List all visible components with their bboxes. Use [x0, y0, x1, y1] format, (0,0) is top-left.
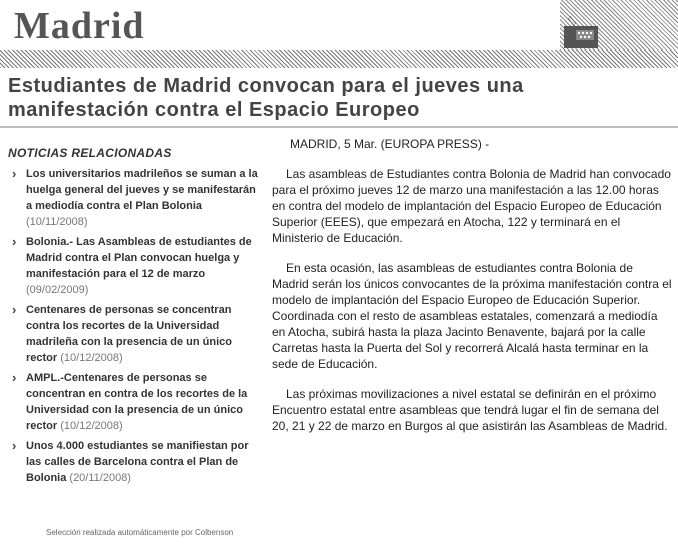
community-of-madrid-flag-icon[interactable]	[560, 12, 616, 54]
article-body	[272, 136, 672, 448]
related-news-item[interactable]	[8, 370, 264, 434]
chevron-right-icon: ›	[12, 166, 17, 181]
chevron-right-icon: ›	[12, 234, 17, 249]
related-news-sidebar	[8, 146, 264, 490]
site-header	[0, 0, 678, 70]
related-news-date: (10/12/2008)	[60, 420, 123, 432]
related-news-link[interactable]: AMPL.-Centenares de personas se concentran en contra de los recortes de la Universidad con la presencia de un único rector	[26, 372, 248, 432]
related-news-date: (09/02/2009)	[26, 284, 89, 296]
related-news-title: NOTICIAS RELACIONADAS	[8, 146, 172, 160]
related-news-list	[8, 166, 264, 486]
related-news-date: (20/11/2008)	[69, 472, 131, 484]
related-news-date: (10/12/2008)	[60, 352, 123, 364]
related-news-item[interactable]	[8, 438, 264, 486]
site-brand[interactable]: Madrid	[14, 5, 145, 47]
related-news-item[interactable]	[8, 234, 264, 298]
selection-credit: Selección realizada automáticamente por Colbenson	[46, 528, 234, 537]
article-paragraph: Las asambleas de Estudiantes contra Bolonia de Madrid han convocado para el próximo jueves 12 de marzo una manifestación a las 12.00 horas en contra del modelo de implantación del Espacio Europeo de Educación Superior (EEES), que empezará en Atocha, 122 y terminará en el Ministerio de Educación.	[272, 167, 671, 245]
article-dateline: MADRID, 5 Mar. (EUROPA PRESS) -	[290, 137, 490, 151]
related-news-link[interactable]: Bolonia.- Las Asambleas de estudiantes de Madrid contra el Plan convocan huelga y manifestación para el 12 de marzo	[26, 236, 252, 280]
article-headline: Estudiantes de Madrid convocan para el jueves una manifestación contra el Espacio Europeo	[8, 75, 524, 121]
related-news-item[interactable]	[8, 166, 264, 230]
headline-divider	[0, 126, 678, 128]
related-news-link[interactable]: Centenares de personas se concentran contra los recortes de la Universidad madrileña con la presencia de un único rector	[26, 304, 233, 364]
chevron-right-icon: ›	[12, 438, 17, 453]
related-news-link[interactable]: Los universitarios madrileños se suman a la huelga general del jueves y se manifestarán a mediodía contra el Plan Bolonia	[26, 168, 258, 212]
related-news-item[interactable]	[8, 302, 264, 366]
article-paragraph: Las próximas movilizaciones a nivel estatal se definirán en el próximo Encuentro estatal entre asambleas que tendrá lugar el fin de semana del 20, 21 y 22 de marzo en Burgos al que asistirán las Asambleas de Madrid.	[272, 387, 668, 433]
related-news-date: (10/11/2008)	[26, 216, 88, 228]
article-paragraph: En esta ocasión, las asambleas de estudiantes contra Bolonia de Madrid serán los únicos convocantes de la próxima manifestación contra el modelo de implantación del Espacio Europeo de Educación Superior. Coordinada con el resto de asambleas estatales, comenzará a mediodía en Atocha, subirá hasta la plaza Jacinto Benavente, bajará por la calle Carretas hasta la Puerta del Sol y recorrerá Alcalá hasta terminar en la sede de Educación.	[272, 261, 672, 371]
chevron-right-icon: ›	[12, 370, 17, 385]
chevron-right-icon: ›	[12, 302, 17, 317]
related-news-link[interactable]: Unos 4.000 estudiantes se manifiestan por las calles de Barcelona contra el Plan de Bolonia	[26, 440, 249, 484]
